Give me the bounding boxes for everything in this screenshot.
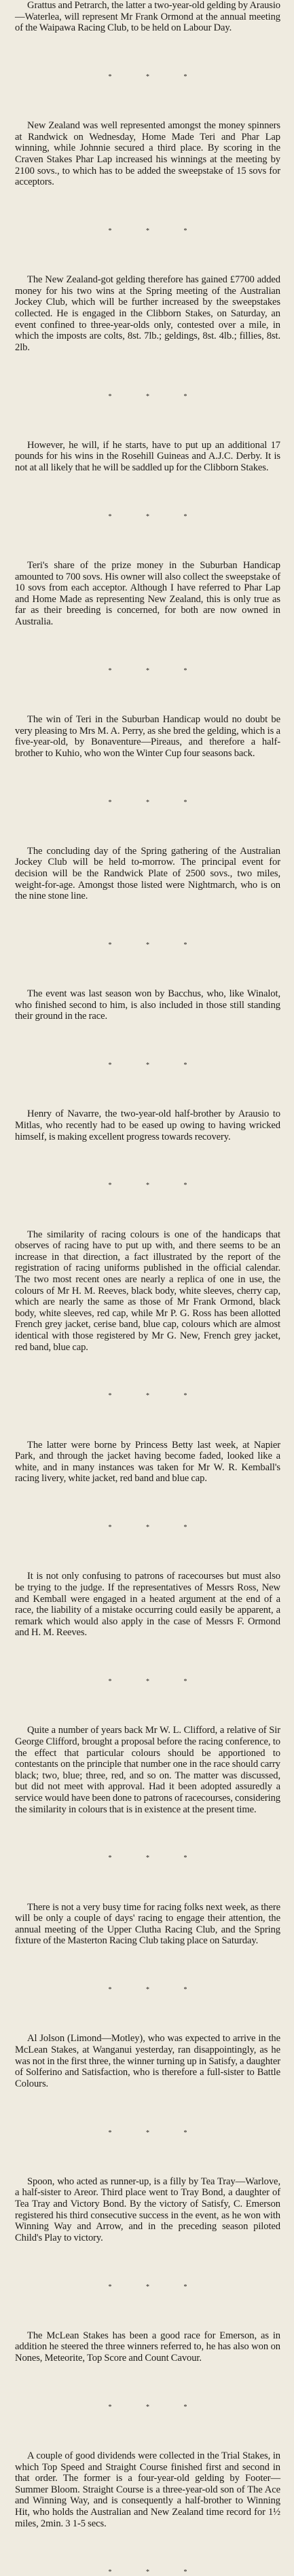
article-paragraph: A couple of good dividends were collected in the Trial Stakes, in which Top Speed and Straight Course finished first and second in that order. The former is a four-year-old gelding by Footer—Summer Bloom. Straight Course is a three-year-old son of The Ace and Winning Way, and is consequently a half-brother to Winning Hit, who holds the Australian and New Zealand time record for 1½ miles, 2min. 3 1-5 secs. (15, 2450, 280, 2529)
asterism-separator: * * * (108, 392, 204, 400)
asterism-separator: * * * (108, 2283, 204, 2291)
article-paragraph: The similarity of racing colours is one of the handicaps that observes of racing have to put up with, and there seems to be an increase in that direction, a fact illustrated by the report of the registration of racing uniforms published in the official calendar. The two most recent ones are nearly a replica of one in use, the colours of Mr H. M. Reeves, black body, white sleeves, cherry cap, which are nearly the same as those of Mr Frank Ormond, black body, white sleeves, red cap, while Mr P. G. Ross has been allotted French grey jacket, cerise band, blue cap, colours which are almost identical with those registered by Mr G. New, French grey jacket, red band, blue cap. (15, 1229, 280, 1353)
asterism-separator: * * * (108, 73, 204, 81)
article-paragraph: However, he will, if he starts, have to put up an additional 17 pounds for his wins in the Rosehill Guineas and A.J.C. Derby. It is not at all likely that he will be saddled up for the Clibborn Stakes. (15, 439, 280, 473)
asterism-separator: * * * (108, 227, 204, 235)
asterism-separator: * * * (108, 798, 204, 806)
article-paragraph: The event was last season won by Bacchus, who, like Winalot, who finished second to him, is also included in those still standing their ground in the race. (15, 988, 280, 1022)
asterism-separator: * * * (108, 2569, 204, 2576)
asterism-separator: * * * (108, 1524, 204, 1532)
article-paragraph: There is not a very busy time for racing folks next week, as there will be only a couple of days' racing to engage their attention, the annual meeting of the Upper Clutha Racing Club, and the Spring fixture of the Masterton Racing Club taking place on Saturday. (15, 1901, 280, 1947)
article-paragraph: The concluding day of the Spring gathering of the Australian Jockey Club will be held to-morrow. The principal event for decision will be the Randwick Plate of 2500 sovs., two miles, weight-for-age. Amongst those listed were Nightmarch, who is on the nine stone line. (15, 845, 280, 902)
asterism-separator: * * * (108, 1678, 204, 1686)
asterism-separator: * * * (108, 2129, 204, 2137)
article-paragraph: The McLean Stakes has been a good race for Emerson, as in addition he steered the three winners referred to, he has also won on Nones, Meteorite, Top Score and Count Cavour. (15, 2330, 280, 2364)
article-paragraph: The New Zealand-got gelding therefore has gained £7700 added money for his two wins at the Spring meeting of the Australian Jockey Club, which will be further increased by the sweepstakes collected. He is engaged in the Clibborn Stakes, on Saturday, an event confined to three-year-olds only, contested over a mile, in which the imposts are colts, 8st. 7lb.; geldings, 8st. 4lb.; fillies, 8st. 2lb. (15, 274, 280, 353)
article-column (15, 0, 280, 2576)
article-paragraph: Grattus and Petrarch, the latter a two-year-old gelding by Arausio—Waterlea, will represent Mr Frank Ormond at the annual meeting of the Waipawa Racing Club, to be held on Labour Day. (15, 0, 280, 34)
article-paragraph: Quite a number of years back Mr W. L. Clifford, a relative of Sir George Clifford, brought a proposal before the racing conference, to the effect that particular colours should be apportioned to contestants on the principle that number one in the race should carry black; two, blue; three, red, and so on. The matter was discussed, but did not meet with approval. Had it been adopted assuredly a service would have been done to patrons of racecourses, considering the similarity in colours that is in existence at the present time. (15, 1725, 280, 1815)
asterism-separator: * * * (108, 667, 204, 675)
asterism-separator: * * * (108, 512, 204, 521)
asterism-separator: * * * (108, 1986, 204, 1994)
asterism-separator: * * * (108, 1062, 204, 1070)
article-paragraph: The latter were borne by Princess Betty last week, at Napier Park, and through the jacket having become faded, looked like a white, and in many instances was taken for Mr W. R. Kemball's racing livery, white jacket, red band and blue cap. (15, 1439, 280, 1485)
article-paragraph: Teri's share of the prize money in the Suburban Handicap amounted to 700 sovs. His owner will also collect the sweepstake of 10 sovs from each acceptor. Although I have referred to Phar Lap and Home Made as representing New Zealand, this is only true as far as their breeding is concerned, for both are now owned in Australia. (15, 560, 280, 627)
asterism-separator: * * * (108, 2403, 204, 2411)
asterism-separator: * * * (108, 1392, 204, 1400)
article-paragraph: New Zealand was well represented amongst the money spinners at Randwick on Wednesday, Home Made Teri and Phar Lap winning, while Johnnie secured a third place. By scoring in the Craven Stakes Phar Lap increased his winnings at the meeting by 2100 sovs., to which has to be added the sweepstake of 15 sovs for acceptors. (15, 120, 280, 188)
asterism-separator: * * * (108, 941, 204, 950)
article-paragraph: The win of Teri in the Suburban Handicap would no doubt be very pleasing to Mrs M. A. Perry, as she bred the gelding, which is a five-year-old, by Bonaventure—Pireaus, and therefore a half-brother to Kuhio, who won the Winter Cup four seasons back. (15, 714, 280, 759)
article-paragraph: Henry of Navarre, the two-year-old half-brother by Arausio to Mitlas, who recently had to be eased up owing to having wricked himself, is making excellent progress towards recovery. (15, 1108, 280, 1142)
article-paragraph: It is not only confusing to patrons of racecourses but must also be trying to the judge. If the representatives of Messrs Ross, New and Kemball were engaged in a heated argument at the end of a race, the liability of a mistake occurring could easily be apparent, a remark which would also apply in the case of Messrs F. Ormond and H. M. Reeves. (15, 1571, 280, 1639)
article-paragraph: Al Jolson (Limond—Motley), who was expected to arrive in the McLean Stakes, at Wanganui yesterday, ran disappointingly, as he was not in the first three, the winner turning up in Satisfy, a daughter of Solferino and Satisfaction, who is therefore a full-sister to Battle Colours. (15, 2033, 280, 2089)
asterism-separator: * * * (108, 1182, 204, 1190)
asterism-separator: * * * (108, 1854, 204, 1863)
article-paragraph: Spoon, who acted as runner-up, is a filly by Tea Tray—Warlove, a half-sister to Areor. Third place went to Tray Bond, a daughter of Tea Tray and Victory Bond. By the victory of Satisfy, C. Emerson registered his third consecutive success in the event, as he won with Winning Way and Arrow, and in the preceding season piloted Child's Play to victory. (15, 2176, 280, 2243)
